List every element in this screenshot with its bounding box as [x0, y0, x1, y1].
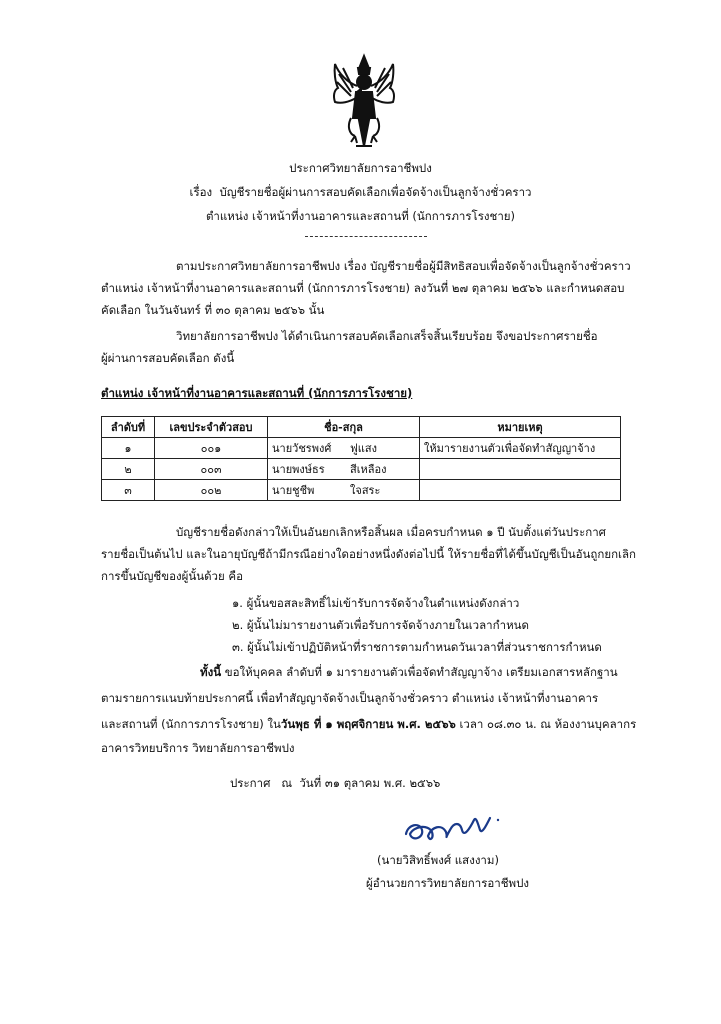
row-order: ๓ — [102, 480, 155, 501]
paragraph-4-line-3-pre: และสถานที่ (นักการภารโรงชาย) ใน — [101, 717, 281, 731]
signature-icon — [398, 808, 518, 850]
paragraph-3-line-1: บัญชีรายชื่อดังกล่าวให้เป็นอันยกเลิกหรือสิ้นผล เมื่อครบกำหนด ๑ ปี นับตั้งแต่วันประกาศ — [176, 525, 606, 539]
row-remark: ให้มารายงานตัวเพื่อจัดทำสัญญาจ้าง — [420, 438, 621, 459]
paragraph-3-line-3: การขึ้นบัญชีของผู้นั้นด้วย คือ — [101, 569, 243, 583]
row-last-name: สีเหลือง — [350, 463, 387, 476]
condition-3: ๓. ผู้นั้นไม่เข้าปฏิบัติหน้าที่ราชการตามกำหนดวันเวลาที่ส่วนราชการกำหนด — [232, 640, 602, 654]
paragraph-1-line-3: คัดเลือก ในวันจันทร์ ที่ ๓๐ ตุลาคม ๒๕๖๖ นั้น — [101, 303, 325, 317]
garuda-emblem-icon — [329, 52, 399, 150]
announce-date: ประกาศ ณ วันที่ ๓๑ ตุลาคม พ.ศ. ๒๕๖๖ — [230, 776, 441, 790]
paragraph-4-line-4: อาคารวิทยบริการ วิทยาลัยการอาชีพปง — [101, 741, 295, 755]
condition-2: ๒. ผู้นั้นไม่มารายงานตัวเพื่อรับการจัดจ้างภายในเวลากำหนด — [232, 618, 529, 632]
separator-line — [305, 236, 427, 237]
row-first-name: นายพงษ์ธร — [272, 463, 325, 476]
results-table — [101, 416, 621, 501]
row-name — [268, 459, 420, 480]
section-heading: ตำแหน่ง เจ้าหน้าที่งานอาคารและสถานที่ (นักการภารโรงชาย) — [101, 386, 413, 400]
paragraph-4-line-3-post: เวลา ๐๘.๓๐ น. ณ ห้องงานบุคลากร — [455, 717, 637, 731]
paragraph-4-date: วันพุธ ที่ ๑ พฤศจิกายน พ.ศ. ๒๕๖๖ — [280, 717, 456, 731]
subject-line — [0, 184, 721, 200]
paragraph-4-line-1-text: ขอให้บุคคล ลำดับที่ ๑ มารายงานตัวเพื่อจัดทำสัญญาจ้าง เตรียมเอกสารหลักฐาน — [224, 665, 618, 679]
row-first-name: นายวัชรพงศ์ — [272, 442, 332, 455]
row-remark — [420, 459, 621, 480]
paragraph-1-line-1: ตามประกาศวิทยาลัยการอาชีพปง เรื่อง บัญชีรายชื่อผู้มีสิทธิสอบเพื่อจัดจ้างเป็นลูกจ้างชั่วคราว — [176, 259, 631, 273]
paragraph-4-line-2: ตามรายการแนบท้ายประกาศนี้ เพื่อทำสัญญาจัดจ้างเป็นลูกจ้างชั่วคราว ตำแหน่ง เจ้าหน้าที่งานอาคาร — [101, 691, 599, 705]
paragraph-4-line-1 — [200, 663, 618, 681]
table-header-row — [102, 417, 621, 438]
paragraph-3-line-2: รายชื่อเป็นต้นไป และในอายุบัญชีถ้ามีกรณีอย่างใดอย่างหนึ่งดังต่อไปนี้ ให้รายชื่อที่ได้ขึ้นบัญชีเป็นอันถูกยกเลิก — [101, 547, 636, 561]
header-remark: หมายเหตุ — [420, 417, 621, 438]
header-order: ลำดับที่ — [102, 417, 155, 438]
row-order: ๑ — [102, 438, 155, 459]
row-order: ๒ — [102, 459, 155, 480]
announcement-title: ประกาศวิทยาลัยการอาชีพปง — [289, 161, 432, 175]
subject-label: เรื่อง — [189, 185, 213, 199]
row-name — [268, 480, 420, 501]
row-exam-id: ๐๐๓ — [155, 459, 268, 480]
row-last-name: ฟูแสง — [350, 442, 377, 455]
paragraph-2-line-2: ผู้ผ่านการสอบคัดเลือก ดังนี้ — [101, 351, 235, 365]
paragraph-1-line-2: ตำแหน่ง เจ้าหน้าที่งานอาคารและสถานที่ (นักการภารโรงชาย) ลงวันที่ ๒๗ ตุลาคม ๒๕๖๖ และกำหนดสอบ — [101, 281, 625, 295]
header-exam-id: เลขประจำตัวสอบ — [155, 417, 268, 438]
row-name — [268, 438, 420, 459]
paragraph-4-line-3 — [101, 715, 636, 733]
paragraph-2-line-1: วิทยาลัยการอาชีพปง ได้ดำเนินการสอบคัดเลือกเสร็จสิ้นเรียบร้อย จึงขอประกาศรายชื่อ — [176, 329, 598, 343]
row-remark — [420, 480, 621, 501]
subject-text: บัญชีรายชื่อผู้ผ่านการสอบคัดเลือกเพื่อจัดจ้างเป็นลูกจ้างชั่วคราว — [219, 185, 532, 199]
row-exam-id: ๐๐๒ — [155, 480, 268, 501]
table-row — [102, 459, 621, 480]
table-row — [102, 480, 621, 501]
row-first-name: นายชูชีพ — [272, 484, 315, 497]
paragraph-4-lead: ทั้งนี้ — [200, 665, 222, 679]
table-row — [102, 438, 621, 459]
condition-1: ๑. ผู้นั้นขอสละสิทธิ์ไม่เข้ารับการจัดจ้างในตำแหน่งดังกล่าว — [232, 596, 520, 610]
signer-title: ผู้อำนวยการวิทยาลัยการอาชีพปง — [366, 876, 530, 890]
row-last-name: ใจสระ — [350, 484, 381, 497]
row-exam-id: ๐๐๑ — [155, 438, 268, 459]
position-line: ตำแหน่ง เจ้าหน้าที่งานอาคารและสถานที่ (นักการภารโรงชาย) — [205, 209, 516, 223]
header-name: ชื่อ-สกุล — [268, 417, 420, 438]
signer-name: (นายวิสิทธิ์พงศ์ แสงงาม) — [377, 853, 499, 867]
